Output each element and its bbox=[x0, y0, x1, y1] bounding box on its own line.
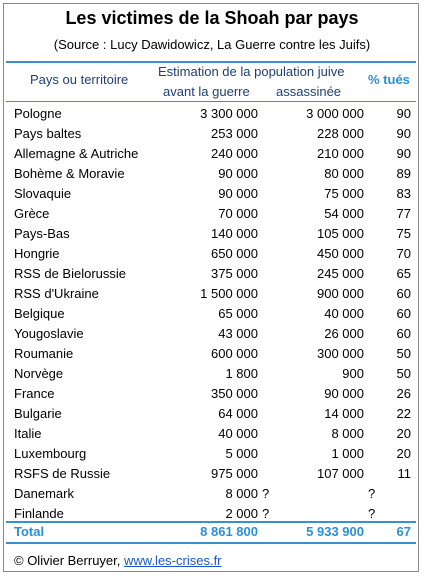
population-before-war: 2 000 bbox=[225, 506, 258, 521]
population-before-war: 140 000 bbox=[211, 226, 258, 241]
total-killed: 5 933 900 bbox=[306, 524, 364, 539]
table-row bbox=[0, 224, 424, 244]
country-name: Norvège bbox=[14, 366, 64, 381]
population-before-war: 650 000 bbox=[211, 246, 258, 261]
total-bottom-rule bbox=[6, 542, 416, 544]
country-name: Grèce bbox=[14, 206, 50, 221]
percent-killed: 70 bbox=[396, 246, 411, 261]
population-killed: 300 000 bbox=[317, 346, 364, 361]
population-killed: 14 000 bbox=[324, 406, 364, 421]
footer-link[interactable]: www.les-crises.fr bbox=[124, 553, 222, 568]
total-population: 8 861 800 bbox=[200, 524, 258, 539]
table-row bbox=[0, 144, 424, 164]
header-killed: assassinée bbox=[276, 84, 342, 99]
population-before-war: 8 000 bbox=[225, 486, 258, 501]
percent-killed: 75 bbox=[396, 226, 411, 241]
country-name: Slovaquie bbox=[14, 186, 72, 201]
table-row bbox=[0, 184, 424, 204]
total-row bbox=[0, 524, 424, 542]
population-before-war: 3 300 000 bbox=[200, 106, 258, 121]
country-name: RSS de Bielorussie bbox=[14, 266, 126, 281]
population-before-war: 253 000 bbox=[211, 126, 258, 141]
population-before-war: 5 000 bbox=[225, 446, 258, 461]
table-row bbox=[0, 264, 424, 284]
percent-killed: 20 bbox=[396, 426, 411, 441]
total-pct: 67 bbox=[396, 524, 411, 539]
population-killed: 245 000 bbox=[317, 266, 364, 281]
percent-killed: 20 bbox=[396, 446, 411, 461]
percent-killed: 65 bbox=[396, 266, 411, 281]
header-pct: % tués bbox=[368, 72, 410, 87]
table-row bbox=[0, 464, 424, 484]
country-name: Pologne bbox=[14, 106, 62, 121]
table-title: Les victimes de la Shoah par pays bbox=[65, 8, 359, 28]
header-before-war: avant la guerre bbox=[163, 84, 250, 99]
population-killed: 26 000 bbox=[324, 326, 364, 341]
population-killed: 75 000 bbox=[324, 186, 364, 201]
country-name: France bbox=[14, 386, 55, 401]
percent-killed: 26 bbox=[396, 386, 411, 401]
country-name: Yougoslavie bbox=[14, 326, 84, 341]
percent-killed: 50 bbox=[396, 366, 411, 381]
total-label: Total bbox=[14, 524, 45, 539]
percent-killed: 90 bbox=[396, 106, 411, 121]
population-killed: 90 000 bbox=[324, 386, 364, 401]
population-before-war: 43 000 bbox=[218, 326, 258, 341]
percent-killed: 11 bbox=[397, 466, 411, 481]
total-top-rule bbox=[6, 521, 416, 523]
table-row bbox=[0, 284, 424, 304]
country-name: Bulgarie bbox=[14, 406, 62, 421]
population-before-war: 65 000 bbox=[218, 306, 258, 321]
uncertain-marker: ? bbox=[262, 506, 270, 521]
percent-killed: 60 bbox=[396, 306, 411, 321]
population-killed: 900 bbox=[342, 366, 364, 381]
population-before-war: 90 000 bbox=[218, 186, 258, 201]
population-before-war: 1 500 000 bbox=[200, 286, 258, 301]
country-name: Allemagne & Autriche bbox=[14, 146, 139, 161]
population-before-war: 90 000 bbox=[218, 166, 258, 181]
population-before-war: 975 000 bbox=[211, 466, 258, 481]
population-before-war: 70 000 bbox=[218, 206, 258, 221]
population-killed: 210 000 bbox=[317, 146, 364, 161]
population-killed: 80 000 bbox=[324, 166, 364, 181]
footer-credit bbox=[14, 553, 222, 568]
population-before-war: 40 000 bbox=[218, 426, 258, 441]
population-before-war: 64 000 bbox=[218, 406, 258, 421]
percent-killed: 22 bbox=[396, 406, 411, 421]
population-killed: 1 000 bbox=[331, 446, 364, 461]
country-name: Belgique bbox=[14, 306, 65, 321]
header-top-rule bbox=[6, 61, 416, 63]
header-bottom-rule bbox=[6, 101, 416, 102]
percent-killed: 50 bbox=[396, 346, 411, 361]
country-name: Hongrie bbox=[14, 246, 60, 261]
population-killed: 3 000 000 bbox=[306, 106, 364, 121]
population-before-war: 240 000 bbox=[211, 146, 258, 161]
country-name: RSFS de Russie bbox=[14, 466, 111, 481]
population-killed: 8 000 bbox=[331, 426, 364, 441]
uncertain-marker: ? bbox=[262, 486, 270, 501]
table-row bbox=[0, 244, 424, 264]
country-name: Roumanie bbox=[14, 346, 74, 361]
table-row bbox=[0, 324, 424, 344]
table-row bbox=[0, 164, 424, 184]
country-name: Italie bbox=[14, 426, 42, 441]
header-country: Pays ou territoire bbox=[30, 72, 129, 87]
country-name: Luxembourg bbox=[14, 446, 87, 461]
table-row bbox=[0, 204, 424, 224]
percent-killed: 90 bbox=[396, 126, 411, 141]
data-rows bbox=[0, 104, 424, 524]
population-killed: 40 000 bbox=[324, 306, 364, 321]
table-row bbox=[0, 364, 424, 384]
table-row bbox=[0, 404, 424, 424]
percent-killed: 90 bbox=[396, 146, 411, 161]
percent-killed: 89 bbox=[396, 166, 411, 181]
population-killed: 450 000 bbox=[317, 246, 364, 261]
population-before-war: 1 800 bbox=[225, 366, 258, 381]
table-row bbox=[0, 304, 424, 324]
population-killed: 107 000 bbox=[317, 466, 364, 481]
country-name: RSS d'Ukraine bbox=[14, 286, 99, 301]
percent-killed: 60 bbox=[396, 286, 411, 301]
population-before-war: 600 000 bbox=[211, 346, 258, 361]
population-killed: 900 000 bbox=[317, 286, 364, 301]
country-name: Pays-Bas bbox=[14, 226, 70, 241]
country-name: Pays baltes bbox=[14, 126, 82, 141]
country-name: Finlande bbox=[14, 506, 64, 521]
table-row bbox=[0, 124, 424, 144]
population-killed: 105 000 bbox=[317, 226, 364, 241]
population-killed: 54 000 bbox=[324, 206, 364, 221]
country-name: Bohème & Moravie bbox=[14, 166, 125, 181]
country-name: Danemark bbox=[14, 486, 74, 501]
uncertain-marker: ? bbox=[368, 486, 376, 501]
population-before-war: 375 000 bbox=[211, 266, 258, 281]
table-row bbox=[0, 344, 424, 364]
percent-killed: 77 bbox=[396, 206, 411, 221]
table-row bbox=[0, 384, 424, 404]
population-killed: 228 000 bbox=[317, 126, 364, 141]
table-row bbox=[0, 444, 424, 464]
header-estimation: Estimation de la population juive bbox=[158, 64, 345, 79]
population-before-war: 350 000 bbox=[211, 386, 258, 401]
table-row bbox=[0, 424, 424, 444]
table-source: (Source : Lucy Dawidowicz, La Guerre contre les Juifs) bbox=[53, 37, 371, 52]
table-row bbox=[0, 104, 424, 124]
percent-killed: 60 bbox=[396, 326, 411, 341]
uncertain-marker: ? bbox=[368, 506, 376, 521]
footer-author: © Olivier Berruyer, bbox=[14, 553, 124, 568]
percent-killed: 83 bbox=[396, 186, 411, 201]
table-row bbox=[0, 484, 424, 504]
